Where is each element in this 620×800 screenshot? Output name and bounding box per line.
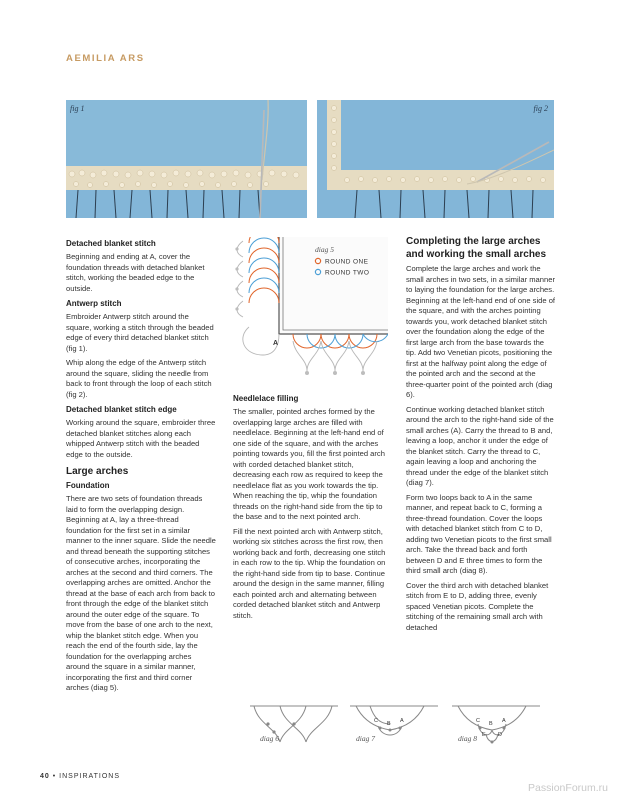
diagram-6-caption: diag 6 [260, 734, 279, 743]
heading-completing-arches: Completing the large arches and working the small arches [406, 236, 547, 260]
diag5-point-a: A [273, 340, 279, 347]
fig-2-illustration [317, 100, 554, 218]
paragraph-completing-1: Complete the large arches and work the small arches in two sets, in a similar manner to laying the foundation for the large arches. Beginning at the left-hand end of one side of the square, and with the arches pointing towards you, work detached blanket stitch over the foundation along the edge of the first large arch from the base towards the tip. Add two Venetian picots, positioning the first at the halfway point along the edge of the pointed arch and the second at the three-quarter point of the pointed arch (diag 6). [406, 264, 556, 399]
page-footer [40, 773, 120, 780]
photo-fig-1 [66, 100, 307, 218]
text-column-1 [66, 238, 216, 698]
paragraph-foundation: There are two sets of foundation threads laid to form the overlapping design. Beginning at A, lay a three-thread foundation for the first set in a similar manner to the inner square. Slide the needle and thread beneath the supporting stitches of consecutive arches, incorporating the arches at the second and third corners. The overlapping arches are omitted. Anchor the thread at the base of each arch from back to front through the edge of the blanket stitch around the outer edge of the square. To move from the base of one arch to the next, whip the blanket stitch edge. When you reach the end of the fourth side, lay the foundation for the overlapping arches around the square in a similar manner, incorporating the first and third corner arches (diag 5). [66, 494, 216, 692]
author-name: AEMILIA ARS [66, 53, 145, 64]
fig-1-label: fig 1 [70, 104, 85, 113]
diag8-label-a: A [502, 718, 506, 724]
heading-antwerp-stitch: Antwerp stitch [66, 299, 122, 308]
heading-detached-blanket-stitch: Detached blanket stitch [66, 239, 156, 248]
paragraph-blanket-stitch-edge: Working around the square, embroider three detached blanket stitches along each whipped Antwerp stitch with the beaded edge to the outside. [66, 418, 216, 459]
footer-section: INSPIRATIONS [59, 773, 121, 780]
heading-blanket-stitch-edge: Detached blanket stitch edge [66, 405, 177, 414]
fig-1-illustration [66, 100, 307, 218]
diagram-8-caption: diag 8 [458, 734, 477, 743]
diagram-6 [250, 698, 338, 748]
paragraph-needlelace-1: The smaller, pointed arches formed by the overlapping large arches are filled with needlelace. Beginning at the left-hand end of one side of the square, and with the arches pointing towards you, fill the first pointed arch with corded detached blanket stitch, decreasing each row as required to keep the needlelace flat as you work towards the tip. When reaching the tip, whip the foundation threads on the right-hand side from the tip to the base and to the next pointed arch. [233, 407, 385, 521]
diag7-label-a: A [400, 718, 404, 724]
diag7-label-b: B [387, 721, 391, 727]
footer-separator: • [52, 773, 57, 780]
diagram-5-drawing [233, 237, 388, 387]
heading-needlelace-filling: Needlelace filling [233, 394, 299, 403]
diagram-5 [233, 237, 388, 387]
heading-foundation: Foundation [66, 481, 110, 490]
diag7-label-c: C [374, 718, 378, 724]
diag8-label-c: C [476, 718, 480, 724]
text-column-2 [233, 393, 388, 625]
page-number: 40 [40, 773, 50, 780]
paragraph-antwerp-1: Embroider Antwerp stitch around the square, working a stitch through the beaded edge of every third detached blanket stitch (fig 1). [66, 312, 214, 353]
diagram-7-caption: diag 7 [356, 734, 375, 743]
photo-fig-2 [317, 100, 554, 218]
diag5-label: diag 5 [315, 245, 334, 254]
paragraph-completing-3: Form two loops back to A in the same manner, and repeat back to C, forming a three-thread foundation. Cover the loops with detached blanket stitch from C to D, adding two Venetian picots to the first small arch. Take the thread back and forth between D and E three times to form the third small arch (diag 8). [406, 492, 552, 575]
diagram-7 [350, 698, 438, 748]
legend-round-two: ROUND TWO [325, 269, 370, 277]
fig-2-label: fig 2 [533, 104, 548, 113]
diag8-label-e: E [482, 732, 486, 738]
heading-large-arches: Large arches [66, 466, 129, 477]
paragraph-completing-4: Cover the third arch with detached blanket stitch from E to D, adding three, evenly spaced Venetian picots. Complete the stitching of the remaining small arch with detached [406, 580, 549, 632]
paragraph-completing-2: Continue working detached blanket stitch around the arch to the right-hand side of the small arches (A). Carry the thread to B and, leaving a loop, anchor it under the edge of the blanket stitch. Carry the thread to C, again leaving a loop and anchoring the thread under the edge of the blanket stitch (diag 7). [406, 404, 554, 487]
text-column-3 [406, 236, 556, 637]
paragraph-detached-blanket-stitch: Beginning and ending at A, cover the foundation threads with detached blanket stitch, working the beaded edge to the outside. [66, 252, 205, 293]
diagram-8 [452, 698, 540, 748]
diag8-label-b: B [489, 721, 493, 727]
watermark: PassionForum.ru [528, 782, 608, 794]
legend-round-one: ROUND ONE [325, 258, 369, 266]
diag8-label-d: D [498, 732, 502, 738]
paragraph-needlelace-2: Fill the next pointed arch with Antwerp stitch, working six stitches across the first row, then working back and forth, decreasing one stitch in each row to the tip. Whip the foundation on the right-hand side from tip to base. Continue around the design in the same manner, filling each pointed arch and alternating between corded detached blanket stitch and Antwerp stitch. [233, 526, 386, 620]
paragraph-antwerp-2: Whip along the edge of the Antwerp stitch around the square, sliding the needle from back to front through the loop of each stitch (fig 2). [66, 358, 212, 399]
